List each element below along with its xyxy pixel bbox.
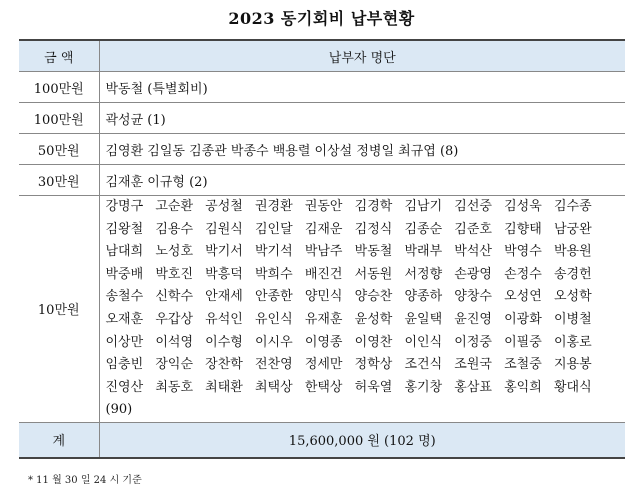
payer-name: 김종순 <box>404 221 443 237</box>
payer-name: 손광영 <box>454 266 492 282</box>
header-row <box>19 40 625 72</box>
total-row <box>19 422 625 458</box>
payer-name: 이영종 <box>304 334 343 350</box>
payer-name: 진영산 <box>105 379 144 395</box>
names-cell: 곽성균 (1) <box>99 103 625 134</box>
payer-name: 김남기 <box>404 199 443 214</box>
payer-name: 공성철 <box>205 199 243 214</box>
payer-name: 김재운 <box>304 221 343 237</box>
payer-name: 윤일택 <box>404 311 443 327</box>
payer-name: 전찬영 <box>254 357 293 373</box>
payer-name: 안종한 <box>254 289 293 305</box>
payer-name: 한택상 <box>304 379 343 395</box>
payer-name: 박래부 <box>404 244 443 260</box>
payer-name: 우갑상 <box>155 311 194 327</box>
payer-name: 최택상 <box>254 379 293 395</box>
payer-name: 양종하 <box>404 289 443 305</box>
payer-name: 박중배 <box>105 266 144 282</box>
payer-name: 박기서 <box>205 244 243 260</box>
payer-name: 오성학 <box>553 289 592 305</box>
payer-name: 박동철 <box>354 244 393 260</box>
payer-name: 임충빈 <box>105 357 144 373</box>
page-title: 2023 동기회비 납부현황 <box>228 9 415 28</box>
amount-cell: 50만원 <box>19 134 99 165</box>
payer-name: 홍익희 <box>504 379 542 395</box>
payer-name: 박용원 <box>553 244 592 260</box>
payer-name: 이정중 <box>454 334 492 350</box>
payer-name: 박호진 <box>155 266 194 282</box>
payer-name: 홍기창 <box>404 379 443 395</box>
payer-name: 양민식 <box>304 289 343 305</box>
payer-name: 박흥덕 <box>205 266 243 282</box>
payer-name: 정세만 <box>304 357 343 373</box>
payer-name: 박남주 <box>304 244 343 260</box>
payer-name: 이광화 <box>504 311 542 327</box>
payer-name: 신학수 <box>155 289 194 305</box>
payer-name: 윤진영 <box>454 311 492 327</box>
table-row <box>19 165 625 196</box>
payer-name: 서동원 <box>354 266 393 282</box>
payer-name: 황대식 <box>553 379 592 395</box>
payer-name: 김인달 <box>254 221 293 237</box>
names-cell <box>99 196 625 423</box>
payer-name: 조철중 <box>504 357 542 373</box>
payer-name: 최동호 <box>155 379 194 395</box>
payer-name: 이수형 <box>205 334 243 350</box>
names-cell: 김재훈 이규형 (2) <box>99 165 625 196</box>
payer-name: 이시우 <box>254 334 293 350</box>
payer-name: 이상만 <box>105 334 144 350</box>
amount-cell: 10만원 <box>19 196 99 423</box>
payer-name: 노성호 <box>155 244 194 260</box>
payer-name: 박영수 <box>504 244 542 260</box>
payer-name: 송경헌 <box>553 266 592 282</box>
payer-name: 남궁완 <box>553 221 592 237</box>
payer-name: 배진건 <box>304 266 343 282</box>
dues-table <box>19 39 625 459</box>
payer-name: 김원식 <box>205 221 243 237</box>
header-payers: 납부자 명단 <box>99 40 625 72</box>
amount-cell: 30만원 <box>19 165 99 196</box>
table-row <box>19 134 625 165</box>
payer-name: 오성연 <box>504 289 542 305</box>
total-value: 15,600,000 원 (102 명) <box>99 422 625 458</box>
payer-name: 안재세 <box>205 289 243 305</box>
payer-name: 김왕철 <box>105 221 144 237</box>
payer-name: 권동안 <box>304 199 343 214</box>
payer-name: 김경학 <box>354 199 393 214</box>
payer-name: 조원국 <box>454 357 492 373</box>
payer-name: 고순환 <box>155 199 194 214</box>
payer-name: 김선중 <box>454 199 492 214</box>
payer-name: 허욱열 <box>354 379 393 395</box>
payer-name: 오재훈 <box>105 311 144 327</box>
payer-name: 김향태 <box>504 221 542 237</box>
table-row <box>19 103 625 134</box>
payer-name: 박석산 <box>454 244 492 260</box>
payer-name: 유인식 <box>254 311 293 327</box>
payer-name: 이영찬 <box>354 334 393 350</box>
amount-cell: 100만원 <box>19 72 99 103</box>
payer-name: 양창수 <box>454 289 492 305</box>
payer-name: 장찬학 <box>205 357 243 373</box>
payer-name: 이병철 <box>553 311 592 327</box>
names-cell: 김영환 김일동 김종관 박종수 백용렬 이상설 정병일 최규엽 (8) <box>99 134 625 165</box>
payer-count: (90) <box>105 402 133 418</box>
payer-name: 남대희 <box>105 244 144 260</box>
payer-name: 강명구 <box>105 199 144 214</box>
payer-name: 박희수 <box>254 266 293 282</box>
payer-name: 김준호 <box>454 221 492 237</box>
payer-name: 김수종 <box>553 199 592 214</box>
payer-name: 홍삼표 <box>454 379 492 395</box>
payer-name: 양승찬 <box>354 289 393 305</box>
header-amount: 금 액 <box>19 40 99 72</box>
payer-name: 이필중 <box>504 334 542 350</box>
payer-name: 이석영 <box>155 334 194 350</box>
payer-name: 정학상 <box>354 357 393 373</box>
payer-name: 송철수 <box>105 289 144 305</box>
payer-name: 이홍로 <box>553 334 592 350</box>
names-cell: 박동철 (특별회비) <box>99 72 625 103</box>
amount-cell: 100만원 <box>19 103 99 134</box>
payer-name: 김성욱 <box>504 199 542 214</box>
payer-name: 서정향 <box>404 266 443 282</box>
payer-name: 김용수 <box>155 221 194 237</box>
table-row <box>19 196 625 423</box>
table-row <box>19 72 625 103</box>
payer-name: 이인식 <box>404 334 443 350</box>
payer-name: 지용봉 <box>553 357 592 373</box>
total-label: 계 <box>19 422 99 458</box>
payer-name: 권경환 <box>254 199 293 214</box>
payer-name: 유석인 <box>205 311 243 327</box>
payer-name: 장익순 <box>155 357 194 373</box>
payer-name: 조건식 <box>404 357 443 373</box>
payer-name: 박기석 <box>254 244 293 260</box>
footnote: * 11 월 30 일 24 시 기준 <box>28 475 142 486</box>
payer-name: 윤성학 <box>354 311 393 327</box>
payer-name: 유재훈 <box>304 311 343 327</box>
payer-name: 김정식 <box>354 221 393 237</box>
payer-name: 손정수 <box>504 266 542 282</box>
payer-name: 최태환 <box>205 379 243 395</box>
